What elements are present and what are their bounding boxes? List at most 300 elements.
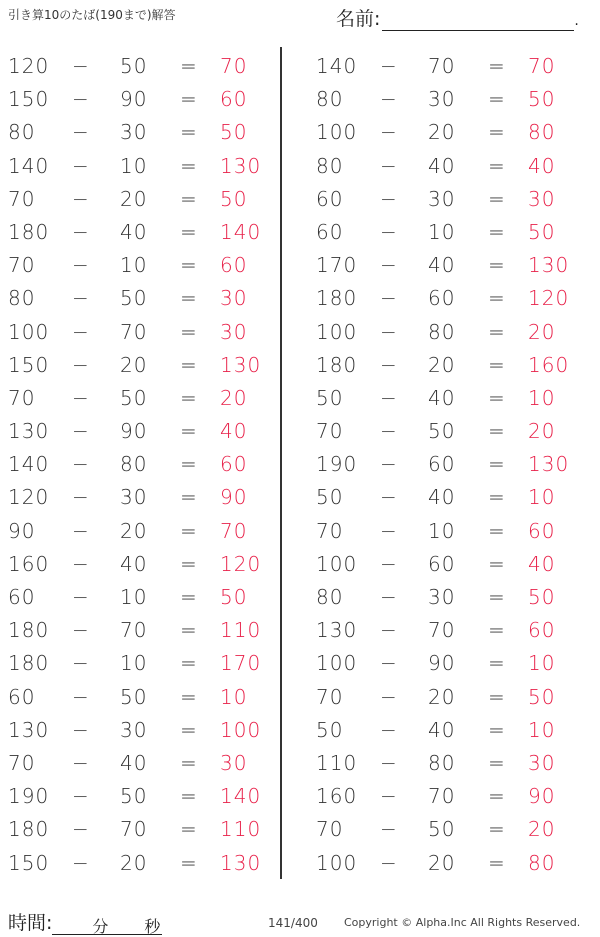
minuend: 180 <box>8 219 50 244</box>
minus-sign: − <box>380 385 398 410</box>
subtrahend: 70 <box>428 618 456 643</box>
subtrahend: 40 <box>120 219 148 244</box>
time-label: 時間: <box>8 912 53 934</box>
minuend: 180 <box>8 618 50 643</box>
minus-sign: − <box>380 319 398 344</box>
minuend: 120 <box>8 54 50 78</box>
minuend: 140 <box>316 54 358 78</box>
problem-row <box>308 614 598 647</box>
minuend: 150 <box>8 850 50 875</box>
subtrahend: 60 <box>428 452 456 477</box>
minus-sign: − <box>380 618 398 643</box>
answer: 170 <box>220 651 262 676</box>
worksheet-title: 引き算10のたば(190まで)解答 <box>8 8 176 22</box>
problem-row <box>308 448 598 481</box>
name-label: 名前: <box>336 8 381 30</box>
equals-sign: = <box>488 551 506 576</box>
problem-row <box>308 714 598 747</box>
equals-sign: = <box>180 585 198 609</box>
answer: 50 <box>528 684 556 709</box>
answer: 10 <box>528 717 556 742</box>
answer: 130 <box>220 153 262 178</box>
answer: 50 <box>220 186 248 211</box>
answer: 40 <box>528 551 556 576</box>
problem-row <box>0 150 290 183</box>
problem-row <box>308 647 598 680</box>
equals-sign: = <box>488 319 506 344</box>
equals-sign: = <box>488 850 506 875</box>
subtrahend: 70 <box>120 618 148 643</box>
minuend: 60 <box>8 585 36 609</box>
minus-sign: − <box>380 219 398 244</box>
minuend: 190 <box>8 784 50 809</box>
minuend: 190 <box>316 452 358 477</box>
problem-row <box>308 681 598 714</box>
minuend: 70 <box>316 419 344 444</box>
subtrahend: 60 <box>428 551 456 576</box>
equals-sign: = <box>180 385 198 410</box>
equals-sign: = <box>180 87 198 112</box>
problem-row <box>0 448 290 481</box>
equals-sign: = <box>180 485 198 510</box>
minuend: 100 <box>316 319 358 344</box>
answer: 60 <box>220 452 248 477</box>
problem-row <box>308 50 598 83</box>
minuend: 180 <box>8 651 50 676</box>
minus-sign: − <box>72 186 90 211</box>
problem-row <box>308 780 598 813</box>
minuend: 80 <box>316 153 344 178</box>
equals-sign: = <box>488 452 506 477</box>
subtrahend: 40 <box>428 385 456 410</box>
answer: 30 <box>528 750 556 775</box>
minuend: 70 <box>316 817 344 842</box>
answer: 130 <box>528 253 570 278</box>
equals-sign: = <box>180 419 198 444</box>
equals-sign: = <box>180 253 198 278</box>
equals-sign: = <box>488 419 506 444</box>
subtrahend: 30 <box>120 485 148 510</box>
answer: 60 <box>528 618 556 643</box>
problem-row <box>0 780 290 813</box>
subtrahend: 50 <box>428 817 456 842</box>
equals-sign: = <box>488 186 506 211</box>
minuend: 100 <box>316 120 358 145</box>
equals-sign: = <box>488 784 506 809</box>
problem-row <box>0 614 290 647</box>
minus-sign: − <box>72 452 90 477</box>
equals-sign: = <box>180 352 198 377</box>
minuend: 80 <box>316 585 344 609</box>
minus-sign: − <box>72 319 90 344</box>
equals-sign: = <box>488 717 506 742</box>
equals-sign: = <box>180 817 198 842</box>
problem-row <box>308 316 598 349</box>
answer: 110 <box>220 817 262 842</box>
answer: 10 <box>528 651 556 676</box>
minuend: 60 <box>316 186 344 211</box>
equals-sign: = <box>180 54 198 78</box>
minuend: 100 <box>316 551 358 576</box>
equals-sign: = <box>180 518 198 543</box>
minuend: 100 <box>316 850 358 875</box>
minuend: 140 <box>8 452 50 477</box>
minuend: 70 <box>8 385 36 410</box>
subtrahend: 10 <box>120 585 148 609</box>
equals-sign: = <box>180 319 198 344</box>
answer: 90 <box>528 784 556 809</box>
minus-sign: − <box>72 54 90 78</box>
subtrahend: 40 <box>428 253 456 278</box>
answer: 50 <box>528 219 556 244</box>
equals-sign: = <box>180 551 198 576</box>
equals-sign: = <box>180 153 198 178</box>
minus-sign: − <box>72 352 90 377</box>
minus-sign: − <box>72 750 90 775</box>
problem-row <box>0 681 290 714</box>
minuend: 80 <box>8 286 36 311</box>
subtrahend: 10 <box>120 253 148 278</box>
minuend: 100 <box>8 319 50 344</box>
minuend: 170 <box>316 253 358 278</box>
equals-sign: = <box>488 286 506 311</box>
answer: 100 <box>220 717 262 742</box>
equals-sign: = <box>180 717 198 742</box>
subtrahend: 80 <box>120 452 148 477</box>
subtrahend: 30 <box>428 186 456 211</box>
minus-sign: − <box>380 651 398 676</box>
equals-sign: = <box>180 784 198 809</box>
equals-sign: = <box>488 817 506 842</box>
answer: 30 <box>220 750 248 775</box>
subtrahend: 40 <box>120 750 148 775</box>
answer: 160 <box>528 352 570 377</box>
problem-row <box>0 647 290 680</box>
minuend: 100 <box>316 651 358 676</box>
subtrahend: 30 <box>120 120 148 145</box>
answer: 20 <box>528 419 556 444</box>
subtrahend: 80 <box>428 319 456 344</box>
minus-sign: − <box>72 518 90 543</box>
equals-sign: = <box>180 286 198 311</box>
minus-sign: − <box>72 651 90 676</box>
equals-sign: = <box>180 684 198 709</box>
subtrahend: 30 <box>120 717 148 742</box>
subtrahend: 20 <box>428 120 456 145</box>
minus-sign: − <box>380 784 398 809</box>
equals-sign: = <box>488 585 506 609</box>
minus-sign: − <box>72 684 90 709</box>
subtrahend: 30 <box>428 87 456 112</box>
subtrahend: 20 <box>120 186 148 211</box>
minus-sign: − <box>72 784 90 809</box>
minuend: 90 <box>8 518 36 543</box>
minutes-label: 分 <box>92 917 109 936</box>
minuend: 70 <box>8 253 36 278</box>
answer: 110 <box>220 618 262 643</box>
problem-row <box>308 382 598 415</box>
minuend: 70 <box>8 750 36 775</box>
problem-row <box>0 50 290 83</box>
subtrahend: 50 <box>120 286 148 311</box>
equals-sign: = <box>180 186 198 211</box>
answer: 80 <box>528 120 556 145</box>
subtrahend: 20 <box>428 684 456 709</box>
problem-row <box>308 747 598 780</box>
problem-row <box>0 83 290 116</box>
minuend: 180 <box>316 286 358 311</box>
subtrahend: 50 <box>120 385 148 410</box>
problem-row <box>308 847 598 880</box>
answer: 130 <box>220 352 262 377</box>
subtrahend: 50 <box>120 54 148 78</box>
answer: 130 <box>528 452 570 477</box>
equals-sign: = <box>488 352 506 377</box>
problem-row <box>0 481 290 514</box>
minuend: 140 <box>8 153 50 178</box>
answer: 20 <box>528 319 556 344</box>
subtrahend: 20 <box>120 518 148 543</box>
subtrahend: 10 <box>428 219 456 244</box>
minuend: 70 <box>316 518 344 543</box>
subtrahend: 70 <box>120 319 148 344</box>
minus-sign: − <box>380 485 398 510</box>
answer: 40 <box>220 419 248 444</box>
minus-sign: − <box>380 419 398 444</box>
minuend: 60 <box>316 219 344 244</box>
problem-row <box>0 116 290 149</box>
minuend: 80 <box>8 120 36 145</box>
answer: 90 <box>220 485 248 510</box>
answer: 50 <box>528 87 556 112</box>
problem-row <box>0 382 290 415</box>
minuend: 160 <box>316 784 358 809</box>
subtrahend: 50 <box>428 419 456 444</box>
minus-sign: − <box>380 253 398 278</box>
minus-sign: − <box>72 485 90 510</box>
subtrahend: 70 <box>120 817 148 842</box>
problem-row <box>0 515 290 548</box>
problem-row <box>308 415 598 448</box>
answer: 70 <box>220 54 248 78</box>
problem-row <box>0 415 290 448</box>
problem-row <box>308 249 598 282</box>
minus-sign: − <box>380 87 398 112</box>
time-blank-line <box>52 914 162 935</box>
answer: 50 <box>220 120 248 145</box>
answer: 10 <box>528 385 556 410</box>
equals-sign: = <box>180 452 198 477</box>
minus-sign: − <box>380 352 398 377</box>
copyright-text: Copyright © Alpha.Inc All Rights Reserved. <box>344 916 581 929</box>
minuend: 150 <box>8 352 50 377</box>
answer: 40 <box>528 153 556 178</box>
subtrahend: 70 <box>428 784 456 809</box>
answer: 30 <box>220 286 248 311</box>
subtrahend: 40 <box>428 717 456 742</box>
minus-sign: − <box>72 618 90 643</box>
problem-row <box>308 150 598 183</box>
minus-sign: − <box>380 717 398 742</box>
problem-row <box>0 282 290 315</box>
subtrahend: 10 <box>120 153 148 178</box>
minus-sign: − <box>380 750 398 775</box>
subtrahend: 90 <box>120 87 148 112</box>
equals-sign: = <box>488 54 506 78</box>
minuend: 130 <box>8 419 50 444</box>
problem-row <box>308 548 598 581</box>
problem-row <box>0 747 290 780</box>
minus-sign: − <box>380 850 398 875</box>
answer: 140 <box>220 784 262 809</box>
subtrahend: 50 <box>120 684 148 709</box>
minus-sign: − <box>380 817 398 842</box>
subtrahend: 30 <box>428 585 456 609</box>
equals-sign: = <box>488 87 506 112</box>
problem-row <box>308 83 598 116</box>
minus-sign: − <box>380 54 398 78</box>
equals-sign: = <box>180 651 198 676</box>
problem-row <box>0 813 290 846</box>
subtrahend: 70 <box>428 54 456 78</box>
equals-sign: = <box>180 850 198 875</box>
equals-sign: = <box>488 651 506 676</box>
minus-sign: − <box>72 219 90 244</box>
equals-sign: = <box>180 750 198 775</box>
equals-sign: = <box>488 518 506 543</box>
minus-sign: − <box>72 385 90 410</box>
answer: 60 <box>220 87 248 112</box>
minus-sign: − <box>72 817 90 842</box>
minuend: 50 <box>316 485 344 510</box>
minuend: 110 <box>316 750 358 775</box>
answer: 70 <box>220 518 248 543</box>
answer: 130 <box>220 850 262 875</box>
problem-row <box>308 813 598 846</box>
answer: 60 <box>220 253 248 278</box>
minuend: 50 <box>316 385 344 410</box>
minus-sign: − <box>380 518 398 543</box>
minus-sign: − <box>72 120 90 145</box>
subtrahend: 40 <box>428 153 456 178</box>
minuend: 130 <box>8 717 50 742</box>
minuend: 120 <box>8 485 50 510</box>
problem-row <box>308 282 598 315</box>
minuend: 160 <box>8 551 50 576</box>
problem-row <box>0 249 290 282</box>
problem-row <box>308 515 598 548</box>
minuend: 70 <box>316 684 344 709</box>
minus-sign: − <box>380 684 398 709</box>
equals-sign: = <box>180 219 198 244</box>
problem-row <box>0 847 290 880</box>
answer: 30 <box>220 319 248 344</box>
equals-sign: = <box>180 120 198 145</box>
time-field <box>8 908 162 935</box>
minuend: 150 <box>8 87 50 112</box>
answer: 30 <box>528 186 556 211</box>
minuend: 60 <box>8 684 36 709</box>
answer: 10 <box>528 485 556 510</box>
answer: 140 <box>220 219 262 244</box>
problem-column-right <box>308 50 598 880</box>
subtrahend: 20 <box>428 352 456 377</box>
page-number: 141/400 <box>268 916 318 930</box>
answer: 120 <box>220 551 262 576</box>
equals-sign: = <box>488 750 506 775</box>
answer: 50 <box>528 585 556 609</box>
problem-row <box>0 216 290 249</box>
equals-sign: = <box>488 385 506 410</box>
minus-sign: − <box>72 551 90 576</box>
minus-sign: − <box>72 419 90 444</box>
answer: 10 <box>220 684 248 709</box>
minus-sign: − <box>72 585 90 609</box>
name-blank-line <box>382 12 574 31</box>
answer: 60 <box>528 518 556 543</box>
name-dot: . <box>574 13 579 29</box>
minuend: 180 <box>8 817 50 842</box>
equals-sign: = <box>488 618 506 643</box>
minus-sign: − <box>380 585 398 609</box>
problem-row <box>308 349 598 382</box>
subtrahend: 80 <box>428 750 456 775</box>
problem-row <box>0 714 290 747</box>
equals-sign: = <box>488 120 506 145</box>
minus-sign: − <box>380 186 398 211</box>
subtrahend: 40 <box>120 551 148 576</box>
problem-row <box>308 481 598 514</box>
seconds-label: 秒 <box>144 917 161 936</box>
minus-sign: − <box>380 452 398 477</box>
name-field <box>336 4 579 31</box>
subtrahend: 20 <box>120 352 148 377</box>
equals-sign: = <box>180 618 198 643</box>
minus-sign: − <box>72 253 90 278</box>
problem-row <box>0 548 290 581</box>
subtrahend: 60 <box>428 286 456 311</box>
subtrahend: 20 <box>428 850 456 875</box>
minus-sign: − <box>72 850 90 875</box>
subtrahend: 90 <box>428 651 456 676</box>
subtrahend: 50 <box>120 784 148 809</box>
minuend: 70 <box>8 186 36 211</box>
answer: 120 <box>528 286 570 311</box>
minus-sign: − <box>72 153 90 178</box>
equals-sign: = <box>488 219 506 244</box>
answer: 20 <box>220 385 248 410</box>
minuend: 180 <box>316 352 358 377</box>
problem-row <box>0 349 290 382</box>
problem-column-left <box>0 50 290 880</box>
equals-sign: = <box>488 253 506 278</box>
equals-sign: = <box>488 485 506 510</box>
minuend: 50 <box>316 717 344 742</box>
subtrahend: 40 <box>428 485 456 510</box>
minus-sign: − <box>380 153 398 178</box>
problem-row <box>308 216 598 249</box>
equals-sign: = <box>488 684 506 709</box>
minus-sign: − <box>380 286 398 311</box>
answer: 80 <box>528 850 556 875</box>
problem-row <box>308 116 598 149</box>
minuend: 130 <box>316 618 358 643</box>
problem-row <box>308 183 598 216</box>
subtrahend: 20 <box>120 850 148 875</box>
minus-sign: − <box>72 87 90 112</box>
minus-sign: − <box>72 286 90 311</box>
answer: 50 <box>220 585 248 609</box>
